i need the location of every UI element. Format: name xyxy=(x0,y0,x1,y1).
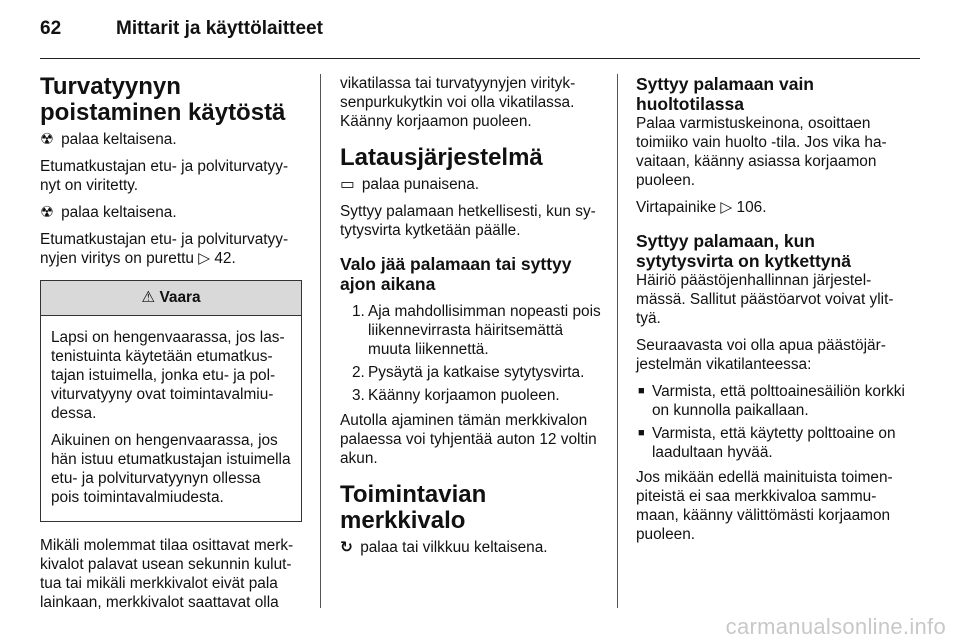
battery-line xyxy=(340,175,602,194)
airbag-off-icon: ☢ xyxy=(40,204,54,221)
warning-paragraph-2: Aikuinen on hengenvaarassa, jos hän istuu etumatkustajan istuimella etu- ja polviturvatyynyn ollessa pois toimintavalmiudesta. xyxy=(51,432,291,506)
engine-icon: ↻ xyxy=(340,539,353,556)
airbag-on-line xyxy=(40,130,302,149)
section-title: Mittarit ja käyttölaitteet xyxy=(116,18,323,39)
battery-description: Syttyy palamaan hetkellisesti, kun sytytysvirta kytketään päälle. xyxy=(340,203,596,239)
watermark: carmanualsonline.info xyxy=(725,614,946,639)
page-header xyxy=(40,18,920,48)
column-divider-2 xyxy=(617,74,618,608)
list-item: ■ Varmista, että käytetty polttoaine on laadultaan hyvää. xyxy=(636,424,906,462)
service-mode-subheading: Syttyy palamaan vain huoltotilassa xyxy=(636,74,814,114)
airbag-off-line xyxy=(40,203,302,222)
warning-body xyxy=(41,316,301,521)
charging-system-heading: Latausjärjestelmä xyxy=(340,144,543,171)
continued-paragraph: vikatilassa tai turvatyynyjen virityksenpurkukytkin voi olla vikatilassa. Käänny korjaamon puoleen. xyxy=(340,75,576,130)
list-item: 3. Käänny korjaamon puoleen. xyxy=(352,387,560,404)
warning-title-bar xyxy=(41,281,301,316)
service-mode-paragraph: Palaa varmistuskeinona, osoittaen toimiiko vain huolto -tila. Jos vika havaitaan, käänny asiassa korjaamon puoleen. xyxy=(636,115,887,189)
bullet-list xyxy=(636,382,906,462)
list-item: 2. Pysäytä ja katkaise sytytysvirta. xyxy=(352,364,585,381)
column-1 xyxy=(40,74,302,620)
battery-icon: ▭ xyxy=(340,176,355,193)
battery-text: palaa punaisena. xyxy=(361,176,480,193)
header-rule xyxy=(40,58,920,59)
power-button-reference: Virtapainike ▷ 106. xyxy=(636,199,767,216)
malfunction-light-heading: Toimintavian merkkivalo xyxy=(340,481,487,534)
airbag-on-text: palaa keltaisena. xyxy=(61,131,177,148)
help-intro-paragraph: Seuraavasta voi olla apua päästöjärjestelmän vikatilanteessa: xyxy=(636,337,886,373)
warning-title: Vaara xyxy=(159,289,201,306)
engine-text: palaa tai vilkkuu keltaisena. xyxy=(360,539,548,556)
final-paragraph: Jos mikään edellä mainituista toimenpiteistä ei saa merkkivaloa sammumaan, käänny välittömästi korjaamon puoleen. xyxy=(636,469,893,543)
stays-on-subheading: Valo jää palamaan tai syttyy ajon aikana xyxy=(340,254,572,294)
engine-line xyxy=(340,538,602,557)
ignition-on-subheading: Syttyy palamaan, kun sytytysvirta on kytkettynä xyxy=(636,231,851,271)
warning-box xyxy=(40,280,302,522)
airbag-deactivation-heading: Turvatyynyn poistaminen käytöstä xyxy=(40,73,286,126)
list-item: ■ Varmista, että polttoainesäiliön korkki on kunnolla paikallaan. xyxy=(636,382,906,420)
airbag-on-icon: ☢ xyxy=(40,131,54,148)
airbag-on-description: Etumatkustajan etu- ja polviturvatyynyt on viritetty. xyxy=(40,158,289,194)
both-lights-paragraph: Mikäli molemmat tilaa osittavat merkkivalot palavat usean sekunnin kuluttua tai mikäli merkkivalot eivät pala lainkaan, merkkivalot saattavat olla xyxy=(40,537,294,611)
list-item: 1. Aja mahdollisimman nopeasti pois liikennevirrasta häiritsemättä muuta liikennettä. xyxy=(352,303,601,358)
column-2 xyxy=(340,74,602,565)
emission-fault-paragraph: Häiriö päästöjenhallinnan järjestelmässä. Sallitut päästöarvot voivat ylittyä. xyxy=(636,272,894,327)
warning-icon: ⚠ xyxy=(141,289,156,306)
airbag-off-description: Etumatkustajan etu- ja polviturvatyynyjen viritys on purettu ▷ 42. xyxy=(40,231,289,267)
column-3 xyxy=(636,74,906,552)
column-divider-1 xyxy=(320,74,321,608)
warning-paragraph-1: Lapsi on hengenvaarassa, jos lastenistuinta käytetään etumatkustajan istuimella, jonka etu- ja polviturvatyyny ovat toimintavalmiudessa. xyxy=(51,329,285,422)
airbag-off-text: palaa keltaisena. xyxy=(61,204,177,221)
page-number: 62 xyxy=(40,18,62,39)
steps-list xyxy=(340,302,602,405)
battery-warning-paragraph: Autolla ajaminen tämän merkkivalon palaessa voi tyhjentää auton 12 voltin akun. xyxy=(340,412,597,467)
